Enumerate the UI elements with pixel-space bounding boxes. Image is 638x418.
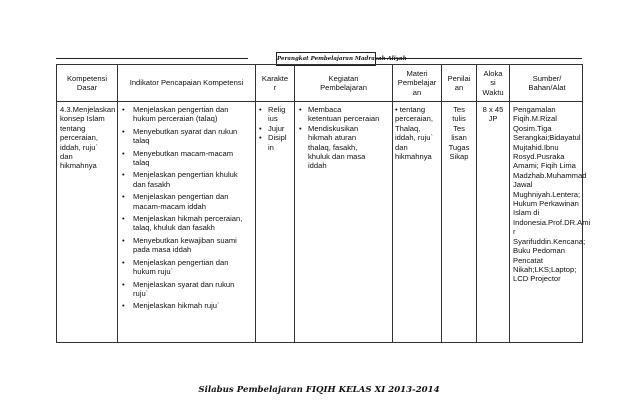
cell-kegiatan-list [297, 105, 392, 171]
header-kompetensi-dasar: Kompetensi Dasar [66, 73, 108, 92]
cell-alokasi-waktu: 8 x 45 JP [482, 105, 504, 124]
col-divider [392, 65, 393, 342]
header-row-divider [57, 101, 582, 102]
header-rule-left [56, 58, 248, 59]
list-item: • Jujur [257, 124, 294, 133]
list-item: • Menjelaskan pengertian dan hukum perceraian (talaq) [120, 105, 255, 124]
header-penilaian: Penilai an [447, 73, 471, 92]
col-divider [255, 65, 256, 342]
cell-indikator-list [120, 105, 255, 314]
header-indikator: Indikator Pencapaian Kompetensi [129, 78, 244, 88]
header-materi: Materi Pembelajar an [397, 68, 437, 97]
cell-sumber: Pengamalan Fiqih.M.Rizal Qosim.Tiga Serangkai;Bidayatul Mujtahid.Ibnu Rosyd.Pusraka Amami; Fiqih Lima Madzhab.Muhammad Jawal Mughniyah.Lentera; Hukum Perkawinan Islam di Indonesia.Prof.DR.Ami r Syarifuddin.Kencana; Buku Pedoman Pencatat Nikah;LKS;Laptop; LCD Projector [513, 105, 591, 284]
list-item: • Menyebutkan syarat dan rukun talaq [120, 127, 255, 146]
page-header: Perangkat Pembelajaran Madrasah Aliyah [276, 52, 376, 66]
header-karakter: Karakte r [261, 73, 289, 92]
cell-kompetensi-dasar: 4.3.Menjelaskan konsep Islam tentang perceraian, iddah, ruju` dan hikmahnya [60, 105, 116, 171]
list-item: • Membaca ketentuan perceraian [297, 105, 392, 124]
page-footer: Silabus Pembelajaran FIQIH KELAS XI 2013-2014 [198, 385, 440, 395]
list-item: • Disipl in [257, 133, 294, 152]
cell-penilaian: Tes tulis Tes lisan Tugas Sikap [448, 105, 470, 162]
list-item: • Menjelaskan syarat dan rukun ruju` [120, 280, 255, 299]
list-item: • Menyebutkan macam-macam talaq [120, 149, 255, 168]
list-item: • Menjelaskan pengertian dan hukum ruju` [120, 258, 255, 277]
col-divider [117, 65, 118, 342]
list-item: • Menjelaskan hikmah ruju` [120, 301, 255, 310]
header-alokasi-waktu: Aloka si Waktu [482, 68, 504, 97]
list-item: • Mendiskusikan hikmah aturan thalaq, fasakh, khuluk dan masa iddah [297, 124, 392, 171]
list-item: • Relig ius [257, 105, 294, 124]
list-item: • Menjelaskan pengertian khuluk dan fasakh [120, 170, 255, 189]
list-item: • Menyebutkan kewajiban suami pada masa iddah [120, 236, 255, 255]
col-divider [509, 65, 510, 342]
list-item: • Menjelaskan pengertian dan macam-macam iddah [120, 192, 255, 211]
list-item: • Menjelaskan hikmah perceraian, talaq, khuluk dan fasakh [120, 214, 255, 233]
header-kegiatan: Kegiatan Pembelajaran [320, 73, 367, 92]
header-rule-right [376, 58, 582, 59]
cell-materi: • tentang perceraian, Thalaq, iddah, ruju` dan hikmahnya [395, 105, 433, 162]
cell-karakter-list [257, 105, 294, 152]
col-divider [294, 65, 295, 342]
syllabus-table [56, 64, 591, 343]
header-sumber: Sumber/ Bahan/Alat [528, 73, 566, 92]
